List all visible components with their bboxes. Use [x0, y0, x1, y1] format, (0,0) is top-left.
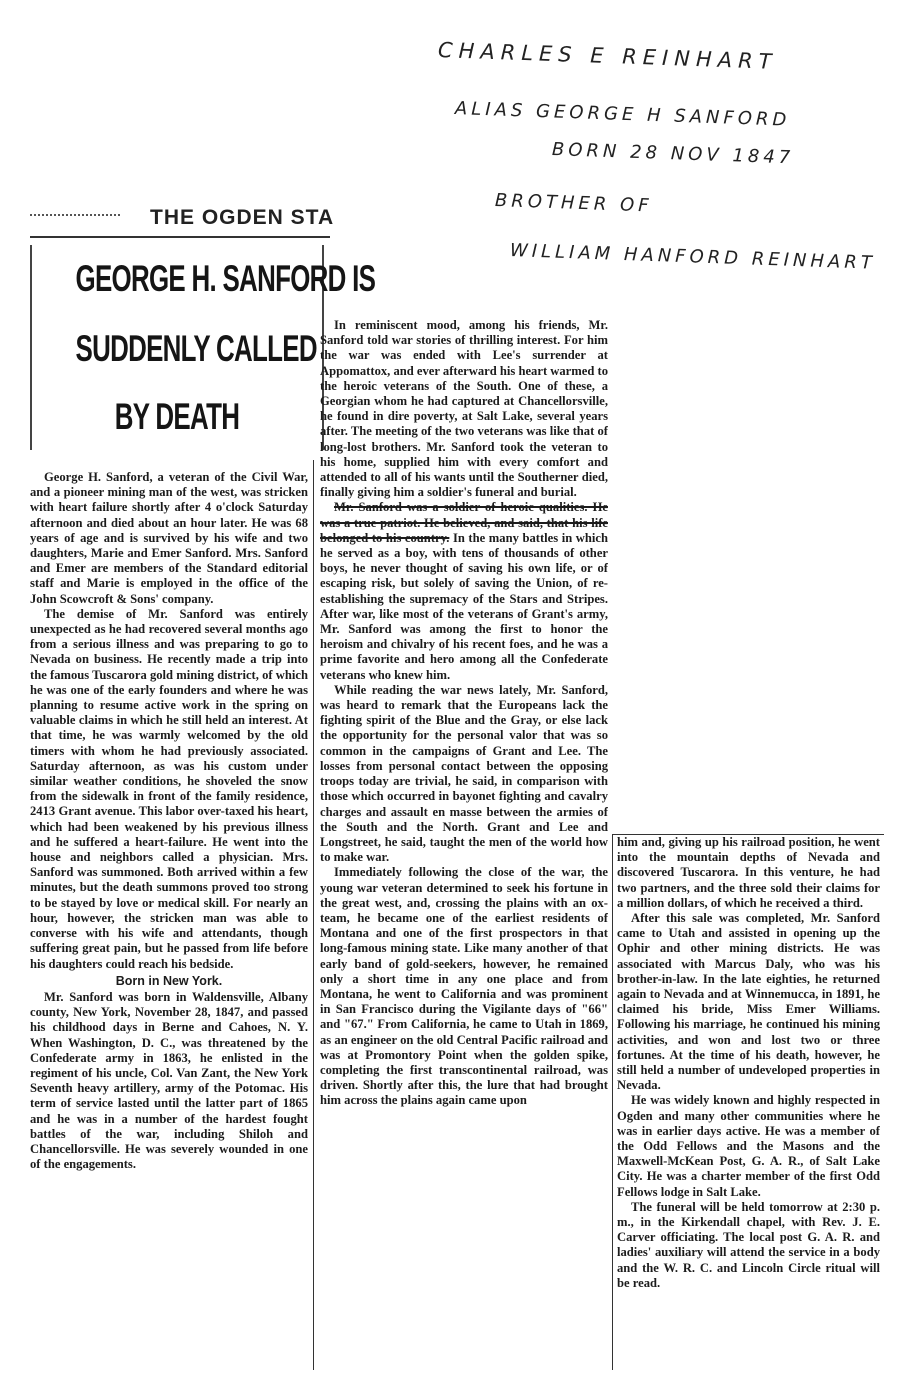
article-column-3 — [617, 835, 880, 1375]
paragraph: Immediately following the close of the war, the young war veteran determined to seek his fortune in the great west, and, crossing the plains with an ox-team, he became one of the earliest residents of Montana and one of the first prospectors in that long-famous mining state. Like many another of that early band of gold-seekers, however, he remained only a short time in any one place and from Montana, he went to California and was prominent in San Francisco during the Vigilante days of "66" and "67." From California, he came to Utah in 1869, as an engineer on the old Central Pacific railroad and was at Promontory Point when the golden spike, completing the first transcontinental railroad, was driven. Shortly after this, the lure that had brought him across the plains again came upon — [320, 865, 608, 1108]
paragraph: He was widely known and highly respected in Ogden and many other communities where he was in earlier days active. He was a member of the Odd Fellows and the Masons and the Maxwell-McKean Post, G. A. R., of Salt Lake City. He was a charter member of the first Odd Fellows lodge in Salt Lake. — [617, 1093, 880, 1199]
clipping-top-rule — [30, 236, 330, 238]
headline-line-2: SUDDENLY CALLED — [75, 328, 317, 369]
paragraph: Mr. Sanford was born in Waldensville, Albany county, New York, November 28, 1847, and passed his childhood days in Berne and Cahoes, N. Y. When Washington, D. C., was threatened by the Confederate army in 1863, he enlisted in the regiment of his uncle, Col. Van Zant, the New York Seventh heavy artillery, army of the Potomac. His term of service lasted until the latter part of 1865 and he was in a number of the hardest fought battles of the war, including Shiloh and Chancellorsville. He was severely wounded in one of the engagements. — [30, 989, 308, 1172]
handwritten-birth-note: BORN 28 NOV 1847 — [551, 139, 795, 169]
paragraph: The funeral will be held tomorrow at 2:30 p. m., in the Kirkendall chapel, with Rev. J. E. Carver officiating. The local post G. A. R. and ladies' auxiliary will attend the service in a body and the W. R. C. and Lincoln Circle ritual will be read. — [617, 1199, 880, 1290]
handwritten-brother-name-note: WILLIAM HANFORD REINHART — [509, 240, 877, 274]
paragraph: After this sale was completed, Mr. Sanford came to Utah and assisted in opening up the Ophir and other mining districts. He was associated with Marcus Daly, who was his brother-in-law. In the late eighties, he returned again to Nevada and at Winnemucca, in 1891, he claimed his bride, Miss Emer Williams. Following his marriage, he continued his mining activities, and won and lost two or three fortunes. At the time of his death, however, he still held a number of undeveloped properties in Nevada. — [617, 911, 880, 1093]
section-subhead: Born in New York. — [115, 973, 223, 988]
article-column-2 — [320, 318, 608, 1368]
handwritten-name-note: CHARLES E REINHART — [437, 38, 778, 74]
paragraph-continuation: In the many battles in which he served as a boy, with tens of thousands of other boys, he never thought of saving his own life, or of escaping risk, but solely of saving the Union, of re-establishing the supremacy of the Stars and Stripes. After war, like most of the veterans of Grant's army, Mr. Sanford was among the first to honor the heroism and chivalry of his recent foes, and he was a prime favorite and hero among all the Confederate veterans who knew him. — [320, 530, 608, 682]
paragraph: him and, giving up his railroad position, he went into the mountain depths of Nevada and discovered Tuscarora. In this venture, he had two partners, and the three sold their claims for a million dollars, of which he received a third. — [617, 835, 880, 910]
newspaper-masthead: THE OGDEN STA — [150, 206, 335, 229]
headline-line-1: GEORGE H. SANFORD IS — [75, 258, 376, 299]
handwritten-brother-note: BROTHER OF — [494, 190, 653, 217]
paragraph: George H. Sanford, a veteran of the Civil War, and a pioneer mining man of the west, was stricken with heart failure shortly after 4 o'clock Saturday afternoon and died about an hour later. He was 68 years of age and is survived by his wife and two daughters, Marie and Emer Sanford. Mrs. Sanford and Emer are members of the Standard editorial staff and Marie is employed in the office of the John Scowcroft & Sons' company. — [30, 470, 308, 606]
paragraph — [320, 500, 608, 682]
paragraph: While reading the war news lately, Mr. Sanford, was heard to remark that the Europeans lack the fighting spirit of the Blue and the Gray, or else lack the opportunity for the personal valor that was so common in the campaigns of Grant and Lee. The losses from personal contact between the opposing troops today are trivial, he said, in comparison with those which occurred in bayonet fighting and cavalry charges and assault en masse between the armies of the South and the North. Grant and Lee and Longstreet, he said, taught the men of the world how to make war. — [320, 682, 608, 865]
headline-line-3: BY DEATH — [114, 396, 240, 437]
article-column-1 — [30, 470, 308, 1370]
struck-through-text: Mr. Sanford was a soldier of heroic qualities. He was a true patriot. He believed, and said, that his life belonged to his country. — [320, 500, 608, 545]
handwritten-alias-note: ALIAS GEORGE H SANFORD — [454, 98, 791, 131]
headline-box — [30, 245, 376, 450]
masthead-ornament — [30, 214, 120, 226]
paragraph: The demise of Mr. Sanford was entirely unexpected as he had recovered several months ago from a serious illness and was preparing to go to Nevada on business. He recently made a trip into the famous Tuscarora gold mining district, of which he was one of the early founders and where he was planning to resume active work in the spring on valuable claims in which he still held an interest. At that time, he was warmly welcomed by the old timers with whom he had previously associated. Saturday afternoon, as was his custom under similar weather conditions, he shoveled the snow from the sidewalk in front of the family residence, 2413 Grant avenue. This labor over-taxed his heart, which had been weakened by his previous illness and he suffered a heart-failure. He went into the house and neighbors called a physician. Mrs. Sanford was summoned. Both arrived within a few minutes, but the death summons proved too strong to be stayed by love or medical skill. For nearly an hour, however, the stricken man was able to converse with his wife and attendants, though suffering great pain, but he passed from life before his daughters could reach his bedside. — [30, 606, 308, 971]
paragraph: In reminiscent mood, among his friends, Mr. Sanford told war stories of thrilling interest. For him the war was ended with Lee's surrender at Appomattox, and ever afterward his heart warmed to the heroic veterans of the South. One of these, a Georgian whom he had captured at Chancellorsville, he found in dire poverty, at Salt Lake, several years after. The meeting of the two veterans was like that of long-lost brothers. Mr. Sanford took the veteran to his home, supplied him with every comfort and attended to all of his wants until the Southerner died, finally giving him a soldier's funeral and burial. — [320, 318, 608, 500]
column-divider-1 — [313, 460, 314, 1370]
column-divider-2 — [612, 835, 613, 1370]
